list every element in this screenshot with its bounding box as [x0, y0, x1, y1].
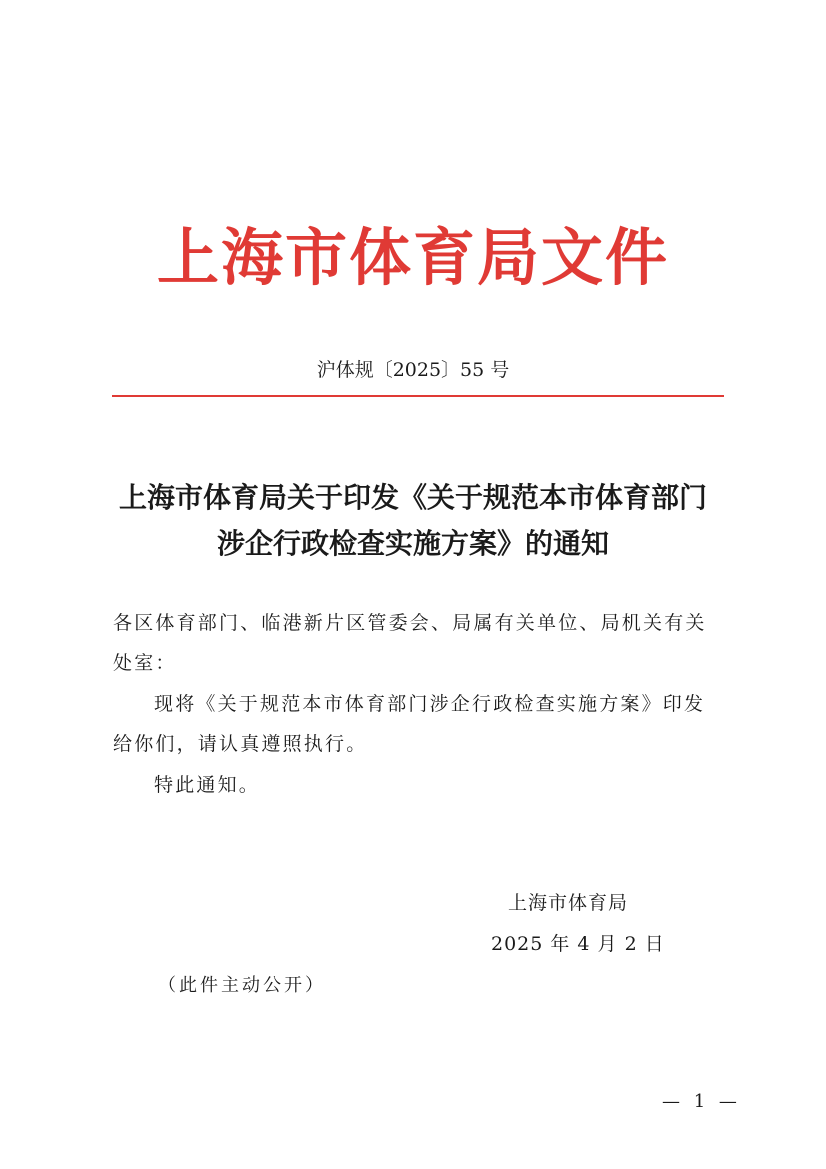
- signature-date: 2025 年 4 月 2 日: [491, 933, 665, 955]
- document-masthead: 上海市体育局文件: [156, 221, 669, 294]
- document-number: 沪体规〔2025〕55 号: [316, 359, 510, 381]
- red-divider-rule: [112, 395, 724, 397]
- document-title-line-2: 涉企行政检查实施方案》的通知: [216, 527, 609, 560]
- disclosure-note: （此件主动公开）: [158, 975, 326, 996]
- salutation: 各区体育部门、临港新片区管委会、局属有关单位、局机关有关处室：: [113, 612, 707, 674]
- body-paragraph-2: 特此通知。: [154, 774, 261, 796]
- body-paragraph-1: 现将《关于规范本市体育部门涉企行政检查实施方案》印发给你们，请认真遵照执行。: [113, 693, 706, 755]
- signature-organization: 上海市体育局: [508, 892, 629, 914]
- document-title-line-1: 上海市体育局关于印发《关于规范本市体育部门: [118, 481, 707, 514]
- page-number: — 1 —: [662, 1091, 741, 1112]
- document-title: [60, 475, 766, 567]
